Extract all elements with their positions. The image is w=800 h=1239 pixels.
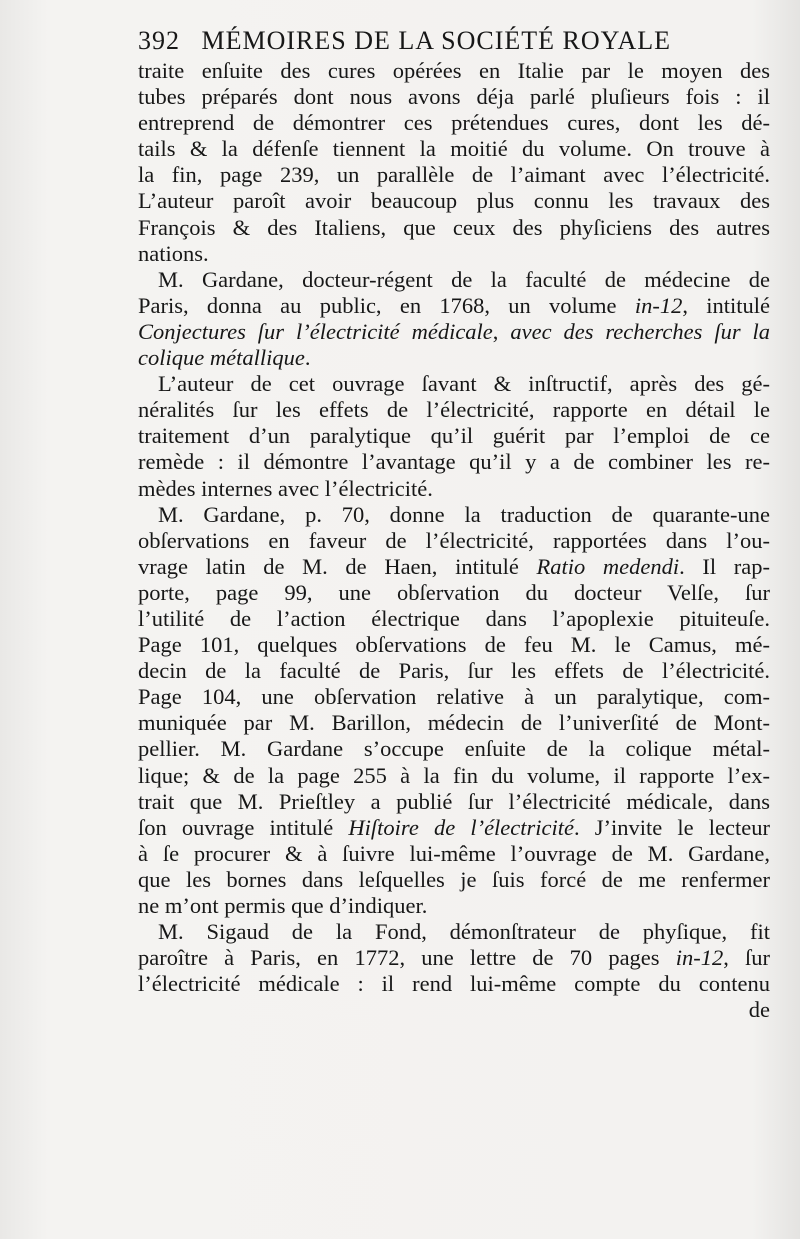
text-line: Page 104, une obſervation relative à un paralytique, com-: [138, 684, 770, 710]
text-line: tubes préparés dont nous avons déja parlé pluſieurs fois : il: [138, 84, 770, 110]
text-line: remède : il démontre l’avantage qu’il y a de combiner les re-: [138, 449, 770, 475]
text-line: L’auteur paroît avoir beaucoup plus connu les travaux des: [138, 188, 770, 214]
text-line: néralités ſur les effets de l’électricité, rapporte en détail le: [138, 397, 770, 423]
text-line: à ſe procurer & à ſuivre lui-même l’ouvrage de M. Gardane,: [138, 840, 770, 866]
text-line: decin de la faculté de Paris, ſur les effets de l’électricité.: [138, 658, 770, 684]
text-line: trait que M. Prieſtley a publié ſur l’électricité médicale, dans: [138, 788, 770, 814]
body-text: [138, 58, 770, 1023]
text-line: obſervations en faveur de l’électricité, rapportées dans l’ou-: [138, 527, 770, 553]
text-line: entreprend de démontrer ces prétendues cures, dont les dé-: [138, 110, 770, 136]
text-line: Paris, donna au public, en 1768, un volume in-12, intitulé: [138, 292, 770, 318]
text-line: tails & la défenſe tiennent la moitié du volume. On trouve à: [138, 136, 770, 162]
text-line: l’électricité médicale : il rend lui-même compte du contenu: [138, 971, 770, 997]
text-line: la fin, page 239, un parallèle de l’aimant avec l’électricité.: [138, 162, 770, 188]
text-line: de: [748, 997, 770, 1023]
text-line: lique; & de la page 255 à la fin du volume, il rapporte l’ex-: [138, 762, 770, 788]
text-line: porte, page 99, une obſervation du docteur Velſe, ſur: [138, 579, 770, 605]
text-line: que les bornes dans leſquelles je ſuis forcé de me renfermer: [138, 866, 770, 892]
text-line: ſon ouvrage intitulé Hiſtoire de l’électricité. J’invite le lecteur: [138, 814, 770, 840]
text-line: Page 101, quelques obſervations de feu M. le Camus, mé-: [138, 632, 770, 658]
text-line: colique métallique.: [138, 345, 311, 371]
text-line: muniquée par M. Barillon, médecin de l’univerſité de Mont-: [138, 710, 770, 736]
text-line: M. Gardane, docteur-régent de la faculté de médecine de: [158, 266, 770, 292]
text-line: ne m’ont permis que d’indiquer.: [138, 893, 428, 918]
text-line: traitement d’un paralytique qu’il guérit par l’emploi de ce: [138, 423, 770, 449]
running-header: [138, 26, 738, 56]
text-line: François & des Italiens, que ceux des phyſiciens des autres: [138, 214, 770, 240]
text-line: mèdes internes avec l’électricité.: [138, 475, 433, 501]
text-line: l’utilité de l’action électrique dans l’apoplexie pituiteuſe.: [138, 605, 770, 631]
text-line: pellier. M. Gardane s’occupe enſuite de la colique métal-: [138, 736, 770, 762]
running-title: MÉMOIRES DE LA SOCIÉTÉ ROYALE: [201, 26, 672, 55]
text-line: traite enſuite des cures opérées en Italie par le moyen des: [138, 58, 770, 83]
text-line: paroître à Paris, en 1772, une lettre de 70 pages in-12, ſur: [138, 945, 770, 971]
text-line: Conjectures ſur l’électricité médicale, avec des recherches ſur la: [138, 318, 770, 344]
text-line: L’auteur de cet ouvrage ſavant & inſtructif, après des gé-: [158, 371, 770, 397]
text-line: vrage latin de M. de Haen, intitulé Ratio medendi. Il rap-: [138, 553, 770, 579]
text-line: M. Sigaud de la Fond, démonſtrateur de phyſique, fit: [158, 919, 770, 945]
text-line: nations.: [138, 240, 209, 266]
text-line: M. Gardane, p. 70, donne la traduction de quarante-une: [158, 501, 770, 527]
page-number: 392: [138, 26, 180, 55]
